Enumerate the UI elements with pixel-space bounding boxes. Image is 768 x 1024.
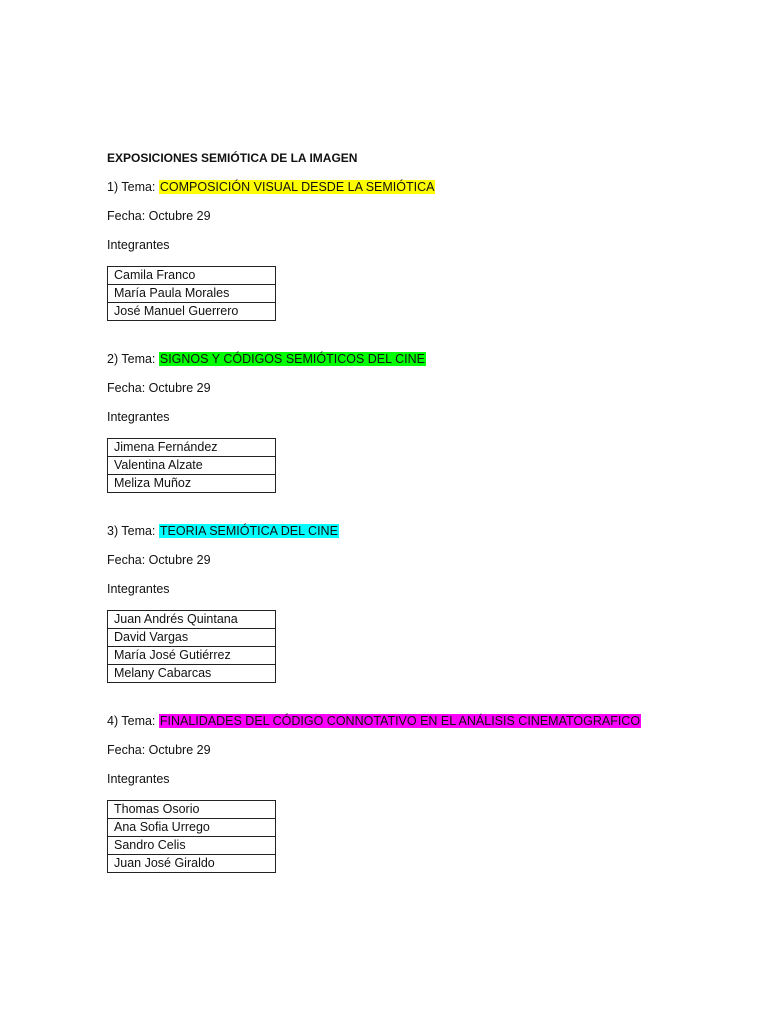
table-row xyxy=(108,819,276,837)
document-page xyxy=(107,150,707,873)
members-label: Integrantes xyxy=(107,410,170,424)
member-name-cell: David Vargas xyxy=(108,629,276,647)
table-row xyxy=(108,303,276,321)
presentation-section xyxy=(107,179,707,321)
member-name-cell: Camila Franco xyxy=(108,267,276,285)
topic-number-label: 3) Tema: xyxy=(107,524,159,538)
member-name-cell: Juan Andrés Quintana xyxy=(108,611,276,629)
date-line: Fecha: Octubre 29 xyxy=(107,209,211,223)
members-table xyxy=(107,266,276,321)
topic-number-label: 4) Tema: xyxy=(107,714,159,728)
table-row xyxy=(108,665,276,683)
topic-highlighted-text: SIGNOS Y CÓDIGOS SEMIÓTICOS DEL CINE xyxy=(159,352,425,366)
member-name-cell: Sandro Celis xyxy=(108,837,276,855)
members-label: Integrantes xyxy=(107,772,170,786)
member-name-cell: Thomas Osorio xyxy=(108,801,276,819)
member-name-cell: José Manuel Guerrero xyxy=(108,303,276,321)
members-table xyxy=(107,800,276,873)
members-table xyxy=(107,438,276,493)
member-name-cell: Jimena Fernández xyxy=(108,439,276,457)
topic-highlighted-text: COMPOSICIÓN VISUAL DESDE LA SEMIÓTICA xyxy=(159,180,435,194)
member-name-cell: Valentina Alzate xyxy=(108,457,276,475)
table-row xyxy=(108,611,276,629)
date-line: Fecha: Octubre 29 xyxy=(107,743,211,757)
topic-highlighted-text: FINALIDADES DEL CÓDIGO CONNOTATIVO EN EL ANÁLISIS CINEMATOGRAFICO xyxy=(159,714,641,728)
table-row xyxy=(108,475,276,493)
table-row xyxy=(108,647,276,665)
table-row xyxy=(108,267,276,285)
members-label: Integrantes xyxy=(107,582,170,596)
topic-line xyxy=(107,713,707,729)
members-table xyxy=(107,610,276,683)
table-row xyxy=(108,629,276,647)
presentation-section xyxy=(107,523,707,683)
presentation-section xyxy=(107,351,707,493)
members-label: Integrantes xyxy=(107,238,170,252)
document-title: EXPOSICIONES SEMIÓTICA DE LA IMAGEN xyxy=(107,151,358,165)
date-line: Fecha: Octubre 29 xyxy=(107,553,211,567)
topic-line xyxy=(107,523,707,539)
table-row xyxy=(108,457,276,475)
table-row xyxy=(108,837,276,855)
date-line: Fecha: Octubre 29 xyxy=(107,381,211,395)
topic-number-label: 2) Tema: xyxy=(107,352,159,366)
table-row xyxy=(108,439,276,457)
member-name-cell: María José Gutiérrez xyxy=(108,647,276,665)
table-row xyxy=(108,801,276,819)
topic-line xyxy=(107,351,707,367)
topic-highlighted-text: TEORIA SEMIÓTICA DEL CINE xyxy=(159,524,338,538)
member-name-cell: Juan José Giraldo xyxy=(108,855,276,873)
member-name-cell: María Paula Morales xyxy=(108,285,276,303)
sections-container xyxy=(107,179,707,873)
member-name-cell: Meliza Muñoz xyxy=(108,475,276,493)
topic-number-label: 1) Tema: xyxy=(107,180,159,194)
member-name-cell: Ana Sofia Urrego xyxy=(108,819,276,837)
table-row xyxy=(108,285,276,303)
table-row xyxy=(108,855,276,873)
presentation-section xyxy=(107,713,707,873)
topic-line xyxy=(107,179,707,195)
member-name-cell: Melany Cabarcas xyxy=(108,665,276,683)
